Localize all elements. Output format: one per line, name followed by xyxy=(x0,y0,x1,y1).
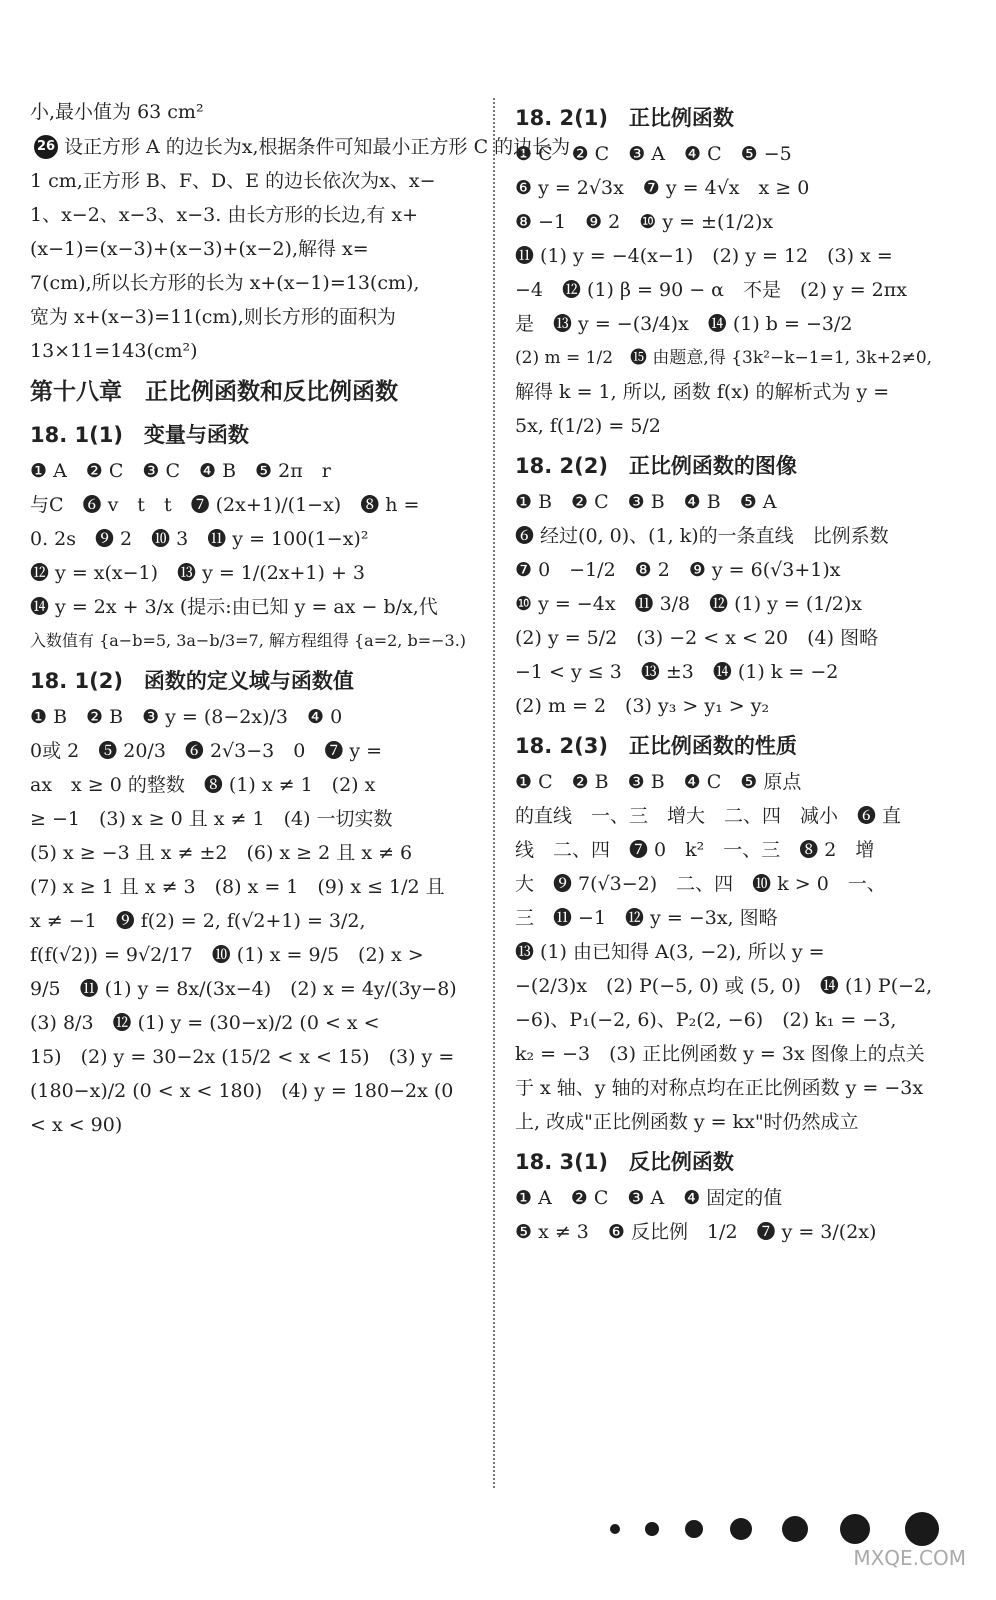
answer-line: 上, 改成"正比例函数 y = kx"时仍然成立 xyxy=(515,1111,859,1133)
answer-line: 0. 2s ❾ 2 ❿ 3 ⓫ y = 100(1−x)² xyxy=(30,528,369,550)
answer-line: ❺ x ≠ 3 ❻ 反比例 1/2 ❼ y = 3/(2x) xyxy=(515,1221,877,1243)
answer-line: ⓫ (1) y = −4(x−1) (2) y = 12 (3) x = xyxy=(515,245,893,267)
answer-line: −(2/3)x (2) P(−5, 0) 或 (5, 0) ⓮ (1) P(−2, xyxy=(515,975,933,997)
right-column xyxy=(515,95,970,1249)
answer-line: 5x, f(1/2) = 5/2 xyxy=(515,415,661,437)
answer-line: 大 ❾ 7(√3−2) 二、四 ❿ k > 0 一、 xyxy=(515,873,886,895)
answer-line: 于 x 轴、y 轴的对称点均在正比例函数 y = −3x xyxy=(515,1077,924,1099)
answer-line: 9/5 ⓫ (1) y = 8x/(3x−4) (2) x = 4y/(3y−8) xyxy=(30,978,457,1000)
text-line: (x−1)=(x−3)+(x−3)+(x−2),解得 x= xyxy=(30,238,369,260)
text-line: 宽为 x+(x−3)=11(cm),则长方形的面积为 xyxy=(30,306,396,328)
decoration-dot xyxy=(645,1522,659,1536)
section-title: 18. 1(1) 变量与函数 xyxy=(30,423,249,447)
answer-line: (180−x)/2 (0 < x < 180) (4) y = 180−2x (0 xyxy=(30,1080,454,1102)
answer-line: k₂ = −3 (3) 正比例函数 y = 3x 图像上的点关 xyxy=(515,1043,925,1065)
section-title: 18. 2(2) 正比例函数的图像 xyxy=(515,454,797,478)
text-line: 7(cm),所以长方形的长为 x+(x−1)=13(cm), xyxy=(30,272,420,294)
answer-line: ❶ B ❷ B ❸ y = (8−2x)/3 ❹ 0 xyxy=(30,706,343,728)
decoration-dot xyxy=(730,1518,752,1540)
page-decoration-dots xyxy=(600,1510,980,1550)
answer-line: (7) x ≥ 1 且 x ≠ 3 (8) x = 1 (9) x ≤ 1/2 且 xyxy=(30,876,445,898)
section-title: 18. 1(2) 函数的定义域与函数值 xyxy=(30,669,354,693)
decoration-dot xyxy=(905,1512,939,1546)
answer-line: (3) 8/3 ⓬ (1) y = (30−x)/2 (0 < x < xyxy=(30,1012,380,1034)
answer-line: 15) (2) y = 30−2x (15/2 < x < 15) (3) y = xyxy=(30,1046,455,1068)
decoration-dot xyxy=(782,1516,808,1542)
answer-line: −4 ⓬ (1) β = 90 − α 不是 (2) y = 2πx xyxy=(515,279,907,301)
text-line: 1、x−2、x−3、x−3. 由长方形的长边,有 x+ xyxy=(30,204,419,226)
chapter-title: 第十八章 正比例函数和反比例函数 xyxy=(30,379,398,405)
decoration-dot xyxy=(685,1520,703,1538)
decoration-dot xyxy=(610,1524,620,1534)
column-divider xyxy=(493,98,495,1488)
answer-line: (5) x ≥ −3 且 x ≠ ±2 (6) x ≥ 2 且 x ≠ 6 xyxy=(30,842,413,864)
answer-line: ❶ B ❷ C ❸ B ❹ B ❺ A xyxy=(515,491,777,513)
text-line: 小,最小值为 63 cm² xyxy=(30,101,204,123)
answer-line: 是 ⓭ y = −(3/4)x ⓮ (1) b = −3/2 xyxy=(515,313,853,335)
answer-line: ❶ C ❷ B ❸ B ❹ C ❺ 原点 xyxy=(515,771,802,793)
answer-line: f(f(√2)) = 9√2/17 ❿ (1) x = 9/5 (2) x > xyxy=(30,944,424,966)
section-title: 18. 3(1) 反比例函数 xyxy=(515,1150,734,1174)
answer-line: x ≠ −1 ❾ f(2) = 2, f(√2+1) = 3/2, xyxy=(30,910,366,932)
section-title: 18. 2(3) 正比例函数的性质 xyxy=(515,734,797,758)
answer-line: ❼ 0 −1/2 ❽ 2 ❾ y = 6(√3+1)x xyxy=(515,559,841,581)
answer-line: (2) m = 1/2 ⓯ 由题意,得 {3k²−k−1=1, 3k+2≠0, xyxy=(515,348,933,368)
answer-line: ⓮ y = 2x + 3/x (提示:由已知 y = ax − b/x,代 xyxy=(30,596,438,618)
answer-line: 线 二、四 ❼ 0 k² 一、三 ❽ 2 增 xyxy=(515,839,875,861)
answer-line: −6)、P₁(−2, 6)、P₂(2, −6) (2) k₁ = −3, xyxy=(515,1009,897,1031)
answer-line: ❶ A ❷ C ❸ C ❹ B ❺ 2π r xyxy=(30,460,331,482)
answer-line: ⓬ y = x(x−1) ⓭ y = 1/(2x+1) + 3 xyxy=(30,562,366,584)
answer-line: ❻ 经过(0, 0)、(1, k)的一条直线 比例系数 xyxy=(515,525,889,547)
answer-line: ax x ≥ 0 的整数 ❽ (1) x ≠ 1 (2) x xyxy=(30,774,376,796)
answer-line: 解得 k = 1, 所以, 函数 f(x) 的解析式为 y = xyxy=(515,381,890,403)
answer-line: ≥ −1 (3) x ≥ 0 且 x ≠ 1 (4) 一切实数 xyxy=(30,808,393,830)
question-number: 26 xyxy=(34,135,58,159)
answer-line: ❿ y = −4x ⓫ 3/8 ⓬ (1) y = (1/2)x xyxy=(515,593,862,615)
decoration-dot xyxy=(840,1514,870,1544)
left-column xyxy=(30,95,571,1142)
text-line: 13×11=143(cm²) xyxy=(30,340,198,362)
answer-line: (2) m = 2 (3) y₃ > y₁ > y₂ xyxy=(515,695,770,717)
watermark-text: MXQE.COM xyxy=(853,1546,966,1570)
text-line: 1 cm,正方形 B、F、D、E 的边长依次为x、x− xyxy=(30,170,436,192)
text-line: 26 设正方形 A 的边长为x,根据条件可知最小正方形 C 的边长为 xyxy=(30,129,470,164)
answer-line: ⓭ (1) 由已知得 A(3, −2), 所以 y = xyxy=(515,941,825,963)
answer-line: ❶ C ❷ C ❸ A ❹ C ❺ −5 xyxy=(515,143,792,165)
answer-line: < x < 90) xyxy=(30,1114,123,1136)
answer-line: (2) y = 5/2 (3) −2 < x < 20 (4) 图略 xyxy=(515,627,879,649)
answer-line: ❶ A ❷ C ❸ A ❹ 固定的值 xyxy=(515,1187,783,1209)
answer-line: 0或 2 ❺ 20/3 ❻ 2√3−3 0 ❼ y = xyxy=(30,740,383,762)
answer-line: 的直线 一、三 增大 二、四 减小 ❻ 直 xyxy=(515,805,902,827)
answer-line: 三 ⓫ −1 ⓬ y = −3x, 图略 xyxy=(515,907,778,929)
answer-line: ❽ −1 ❾ 2 ❿ y = ±(1/2)x xyxy=(515,211,774,233)
answer-line: ❻ y = 2√3x ❼ y = 4√x x ≥ 0 xyxy=(515,177,810,199)
section-title: 18. 2(1) 正比例函数 xyxy=(515,106,734,130)
answer-line: 入数值有 {a−b=5, 3a−b/3=7, 解方程组得 {a=2, b=−3.) xyxy=(30,631,467,650)
answer-line: 与C ❻ v t t ❼ (2x+1)/(1−x) ❽ h = xyxy=(30,494,420,516)
answer-line: −1 < y ≤ 3 ⓭ ±3 ⓮ (1) k = −2 xyxy=(515,661,839,683)
